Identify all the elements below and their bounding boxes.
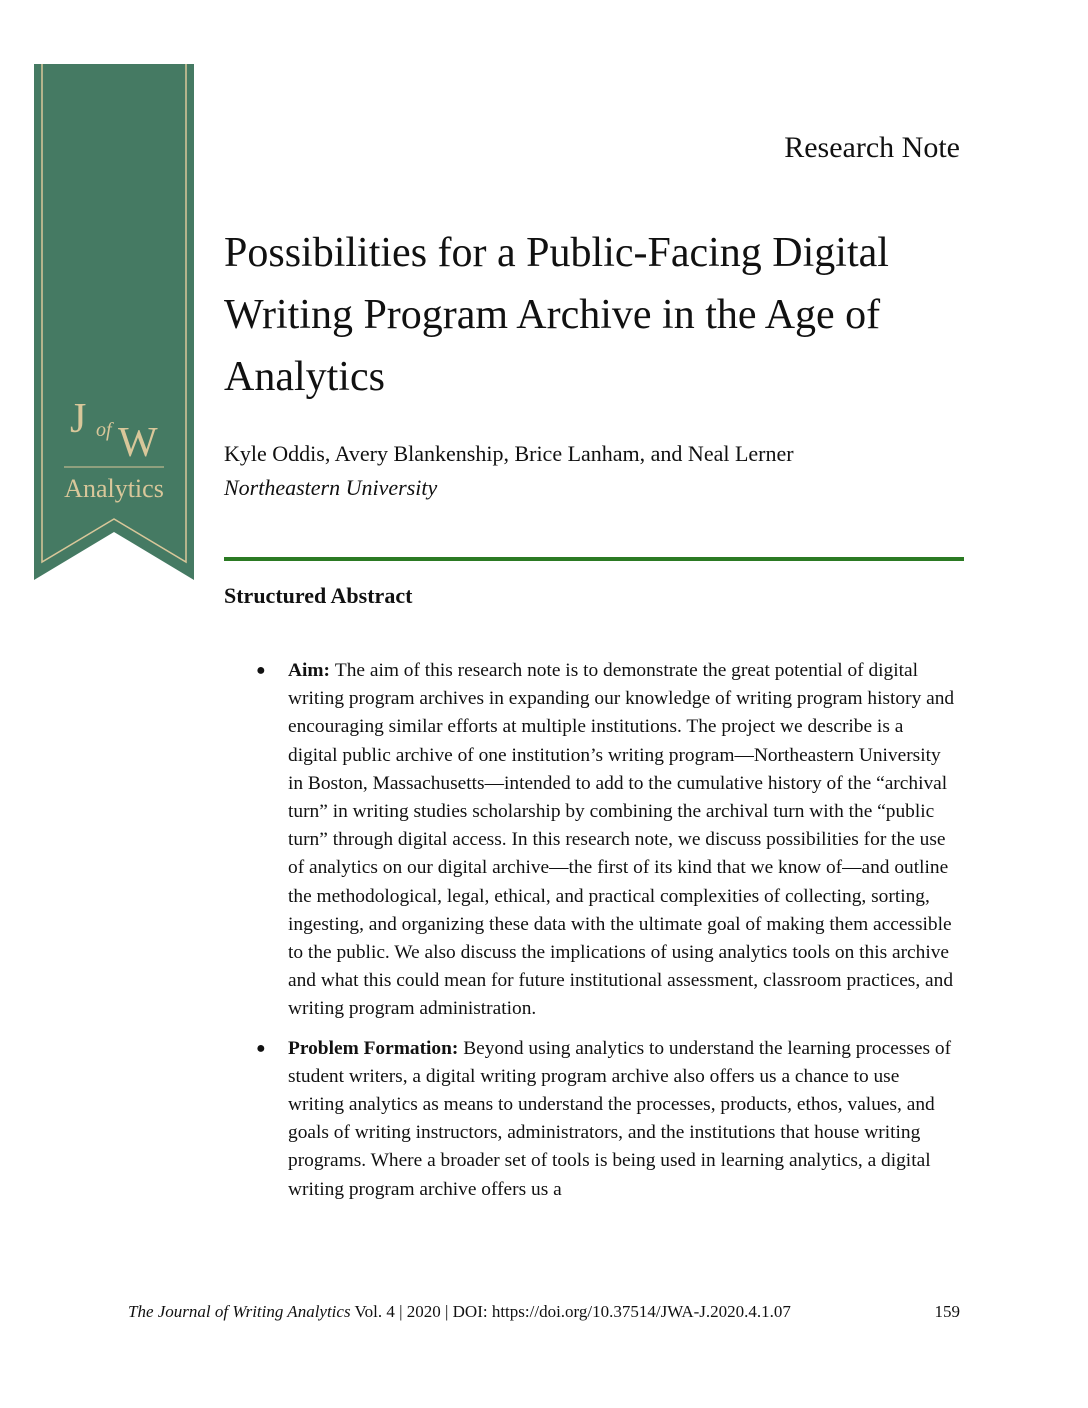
logo-letter-j: J <box>70 396 87 442</box>
abstract-heading: Structured Abstract <box>224 583 413 608</box>
logo-letter-of: of <box>96 419 112 441</box>
abstract-item-label: Aim: <box>288 660 335 681</box>
logo-subtitle: Analytics <box>64 474 164 503</box>
author-list: Kyle Oddis, Avery Blankenship, Brice Lanham, and Neal Lerner <box>224 441 794 466</box>
journal-name: The Journal of Writing Analytics <box>128 1302 351 1321</box>
bullet-icon: ● <box>256 1039 266 1057</box>
abstract-item-text: Beyond using analytics to understand the learning processes of student writers, a digital writing program archive also offers us a chance to use writing analytics as means to understand the processes, products, ethos, values, and goals of writing instructors, administrators, and the institutions that house writing programs. Where a broader set of tools is being used in learning analytics, a digital writing program archive offers us a <box>288 1037 952 1200</box>
article-title: Possibilities for a Public-Facing Digital Writing Program Archive in the Age of Analytics <box>224 230 889 400</box>
banner-ribbon-icon <box>34 64 194 580</box>
bullet-icon: ● <box>256 662 266 679</box>
page-footer <box>128 1300 960 1324</box>
abstract-item-aim <box>256 657 956 1024</box>
journal-logo-banner <box>34 64 194 580</box>
abstract-item-problem-formation <box>256 1035 956 1204</box>
abstract-item-text: The aim of this research note is to demonstrate the great potential of digital writing program archives in expanding our knowledge of writing program history and encouraging similar efforts at multiple institutions. The project we describe is a digital public archive of one institution’s writing program—Northeastern University in Boston, Massachusetts—intended to add to the cumulative history of the “archival turn” in writing studies scholarship by combining the archival turn with the “public turn” through digital access. In this research note, we discuss possibilities for the use of analytics on our digital archive—the first of its kind that we know of—and outline the methodological, legal, ethical, and practical complexities of collecting, sorting, ingesting, and organizing these data with the ultimate goal of making them accessible to the public. We also discuss the implications of using analytics tools on this archive and what this could mean for future institutional assessment, classroom practices, and writing program administration. <box>288 660 955 1020</box>
logo-letter-w: W <box>118 420 158 466</box>
page-number: 159 <box>934 1302 960 1321</box>
journal-details: Vol. 4 | 2020 | DOI: https://doi.org/10.37514/JWA-J.2020.4.1.07 <box>354 1302 791 1321</box>
article-type-label: Research Note <box>784 131 960 164</box>
abstract-item-label: Problem Formation: <box>288 1037 464 1059</box>
abstract-list <box>256 657 956 1215</box>
section-divider <box>224 557 964 561</box>
author-affiliation: Northeastern University <box>224 475 438 500</box>
